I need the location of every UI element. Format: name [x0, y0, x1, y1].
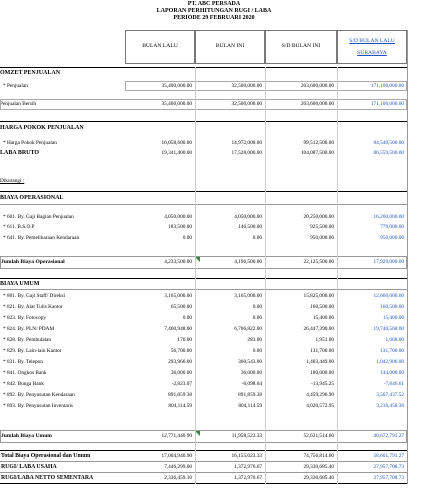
row-label-penjualan: * Penjualan	[3, 83, 28, 89]
value-829-c3: 131,700.00	[310, 348, 334, 354]
value-892-c2: 891,859.38	[238, 392, 262, 398]
row-label-824: * 824. By. PLN/ PDAM	[3, 326, 55, 332]
row-label-rugi-laba-usaha: RUGI/ LABA USAHA	[1, 464, 57, 470]
value-penjualan-c2: 32,500,000.00	[231, 83, 262, 89]
value-892-c1: 891,859.38	[168, 392, 192, 398]
value-824-c1: 7,460,948.00	[164, 326, 192, 332]
value-829-c4: 131,700.00	[380, 348, 404, 354]
value-penjualan-bersih-c4: 171,100,000.00	[370, 101, 404, 107]
label-dikurangi: Dikurangi :	[0, 178, 25, 184]
value-801-c2: 3,165,000.00	[234, 293, 262, 299]
value-823-c2: 0.00	[252, 315, 262, 321]
value-rugi-laba-usaha-c3: 29,330,685.40	[303, 464, 334, 470]
value-641-c3: 950,000.00	[310, 235, 334, 241]
col-header-location: SURABAYA	[357, 50, 387, 56]
value-penjualan-c1: 35,400,000.00	[161, 83, 192, 89]
value-hpp-c4: 84,540,500.00	[373, 140, 404, 146]
value-801-c4: 12,660,000.00	[373, 293, 404, 299]
row-label-641: * 641. By. Pemeliharaan Kendaraan	[3, 235, 80, 241]
value-641-c4: 950,000.00	[380, 235, 404, 241]
value-821-c2: 0.00	[252, 304, 262, 310]
value-penjualan-c3: 203,600,000.00	[300, 83, 334, 89]
report-period: PERIODE 29 FEBRUARI 2020	[173, 15, 255, 21]
row-label-801: * 801. By. Gaji Staff/ Direksi	[3, 293, 66, 299]
divider	[0, 67, 407, 68]
value-total-c4: 58,601,791.27	[373, 453, 404, 459]
value-hpp-c3: 99,512,500.00	[303, 140, 334, 146]
value-611-c2: 146,500.00	[238, 224, 262, 230]
value-824-c3: 26,447,390.00	[303, 326, 334, 332]
value-rugi-laba-netto-c2: 1,372,976.67	[234, 475, 262, 481]
report-title: LAPORAN PERHITUNGAN RUGI / LABA	[156, 8, 272, 14]
divider	[0, 461, 407, 462]
value-821-c1: 65,500.00	[170, 304, 192, 310]
value-rugi-laba-usaha-c1: 7,446,299.00	[164, 464, 192, 470]
divider	[0, 472, 407, 473]
value-828-c4: 1,668.00	[385, 337, 404, 343]
value-842-c4: -7,846.61	[383, 381, 404, 387]
value-841-c3: 180,000.00	[310, 370, 334, 376]
row-label-893: * 893. By. Penyusutan Inventaris	[3, 403, 73, 409]
value-841-c2: 36,000.00	[240, 370, 262, 376]
row-label-total: Total Biaya Operasional dan Umum	[1, 453, 91, 459]
value-842-c3: -13,945.25	[311, 381, 334, 387]
value-611-c3: 925,500.00	[310, 224, 334, 230]
value-total-c1: 17,004,940.90	[161, 453, 192, 459]
value-hpp-c1: 16,058,600.00	[161, 140, 192, 146]
value-penjualan-bersih-c2: 32,500,000.00	[231, 101, 262, 107]
value-laba-bruto-c1: 19,341,400.00	[161, 150, 192, 156]
divider	[0, 450, 407, 451]
col-header-box-4	[337, 30, 407, 64]
value-893-c2: 804,114.59	[238, 403, 262, 409]
section-penjualan: OMZET PENJUALAN	[0, 70, 61, 76]
row-label-rugi-laba-netto: RUGI/LABA NETTO SEMENTARA	[1, 475, 94, 481]
value-824-c4: 19,740,568.00	[373, 326, 404, 332]
row-label-842: * 842. Bunga Bank	[3, 381, 44, 387]
value-601-c2: 4,050,000.00	[234, 214, 262, 220]
divider	[0, 121, 407, 122]
value-831-c4: 1,042,906.00	[376, 359, 404, 365]
value-jumlah-operasional-c1: 4,233,500.00	[164, 259, 192, 265]
row-label-601: * 601. By. Gaji Bagian Penjualan	[3, 214, 74, 220]
divider	[0, 483, 407, 484]
row-label-611: * 611. B.S.O.P	[3, 224, 35, 230]
value-rugi-laba-netto-c4: 27,957,708.73	[373, 475, 404, 481]
row-label-831: * 831. By. Telepon	[3, 359, 43, 365]
value-rugi-laba-netto-c3: 29,330,685.40	[303, 475, 334, 481]
divider	[0, 278, 407, 279]
value-841-c4: 144,000.00	[380, 370, 404, 376]
row-label-821: * 821. By. Alat Tulis Kantor	[3, 304, 63, 310]
column-separator	[195, 67, 196, 484]
value-rugi-laba-usaha-c2: 1,372,976.67	[234, 464, 262, 470]
value-823-c1: 0.00	[182, 315, 192, 321]
divider	[0, 204, 407, 205]
value-842-c1: -2,823.07	[171, 381, 192, 387]
section-biaya-operasional: BIAYA OPERASIONAL	[0, 195, 64, 201]
section-biaya-umum: BIAYA UMUM	[0, 281, 40, 287]
value-laba-bruto-c2: 17,528,000.00	[231, 150, 262, 156]
value-jumlah-umum-c1: 12,771,440.90	[161, 433, 192, 439]
value-831-c1: 293,966.00	[168, 359, 192, 365]
value-jumlah-operasional-c4: 17,929,000.00	[373, 259, 404, 265]
value-828-c2: 283.00	[247, 337, 262, 343]
value-611-c4: 779,000.00	[380, 224, 404, 230]
value-831-c2: 360,543.00	[238, 359, 262, 365]
col-header-sd-bulan-lalu: S/D BULAN LALU	[349, 38, 395, 44]
row-label-829: * 829. By. Lain-lain Kantor	[3, 348, 62, 354]
company-name: PT. ABC PERSADA	[187, 1, 241, 7]
value-total-c3: 74,756,814.60	[303, 453, 334, 459]
value-laba-bruto-c3: 104,087,500.00	[300, 150, 334, 156]
value-601-c3: 20,250,000.00	[303, 214, 334, 220]
value-penjualan-c4: 171,100,000.00	[370, 83, 404, 89]
col-header-bulan-ini: BULAN INI	[215, 43, 245, 49]
value-jumlah-operasional-c3: 22,125,500.00	[303, 259, 334, 265]
col-header-bulan-lalu: BULAN LALU	[142, 43, 178, 49]
value-rugi-laba-netto-c1: 2,336,459.10	[164, 475, 192, 481]
column-separator	[407, 30, 408, 484]
row-label-jumlah-umum: Jumlah Biaya Umum	[1, 433, 52, 439]
value-penjualan-bersih-c3: 203,600,000.00	[300, 101, 334, 107]
value-829-c2: 0.00	[252, 348, 262, 354]
value-601-c4: 16,200,000.00	[373, 214, 404, 220]
value-823-c4: 15,400.00	[382, 315, 404, 321]
value-601-c1: 4,050,000.00	[164, 214, 192, 220]
value-801-c3: 15,825,000.00	[303, 293, 334, 299]
value-893-c3: 4,020,572.95	[306, 403, 334, 409]
value-893-c4: 3,216,458.36	[376, 403, 404, 409]
value-892-c3: 4,459,296.90	[306, 392, 334, 398]
value-jumlah-operasional-c2: 4,196,500.00	[234, 259, 262, 265]
divider	[0, 191, 407, 192]
value-842-c2: -6,098.64	[241, 381, 262, 387]
col-header-sd-bulan-ini: S/D BULAN INI	[281, 43, 321, 49]
value-892-c4: 3,567,437.52	[376, 392, 404, 398]
row-label-laba-bruto: LABA BRUTO	[0, 150, 40, 156]
value-841-c1: 36,000.00	[170, 370, 192, 376]
value-829-c1: 56,700.00	[170, 348, 192, 354]
row-label-jumlah-operasional: Jumlah Biaya Operasional	[1, 259, 65, 265]
column-separator	[337, 67, 338, 484]
value-jumlah-umum-c3: 52,631,514.60	[303, 433, 334, 439]
value-total-c2: 16,155,023.33	[231, 453, 262, 459]
value-828-c3: 1,951.00	[315, 337, 334, 343]
value-821-c4: 160,500.00	[380, 304, 404, 310]
value-828-c1: 176.00	[177, 337, 192, 343]
value-824-c2: 6,706,822.00	[234, 326, 262, 332]
value-641-c1: 0.00	[182, 235, 192, 241]
value-hpp-c2: 14,972,000.00	[231, 140, 262, 146]
column-separator	[265, 67, 266, 484]
value-jumlah-umum-c4: 40,672,791.27	[373, 433, 404, 439]
row-label-hpp: * Harga Pokok Penjualan	[3, 140, 57, 146]
value-611-c1: 183,500.00	[168, 224, 192, 230]
value-801-c1: 3,165,000.00	[164, 293, 192, 299]
divider	[0, 289, 407, 290]
row-label-823: * 823. By. Fotocopy	[3, 315, 47, 321]
value-rugi-laba-usaha-c4: 27,957,708.73	[373, 464, 404, 470]
value-jumlah-umum-c2: 11,958,523.33	[231, 433, 262, 439]
value-821-c3: 160,500.00	[310, 304, 334, 310]
row-label-892: * 892. By. Penyusutan Kendaraan	[3, 392, 75, 398]
row-label-828: * 828. By. Pembulatan	[3, 337, 52, 343]
row-label-841: * 841. Ongkos Bank	[3, 370, 47, 376]
section-hpp: HARGA POKOK PENJUALAN	[0, 125, 84, 131]
value-893-c1: 804,114.59	[168, 403, 192, 409]
value-laba-bruto-c4: 86,559,500.00	[373, 150, 404, 156]
value-823-c3: 15,400.00	[312, 315, 334, 321]
value-penjualan-bersih-c1: 35,400,000.00	[161, 101, 192, 107]
value-831-c3: 1,403,449.00	[306, 359, 334, 365]
row-label-penjualan-bersih: Penjualan Bersih	[0, 101, 37, 107]
value-641-c2: 0.00	[252, 235, 262, 241]
